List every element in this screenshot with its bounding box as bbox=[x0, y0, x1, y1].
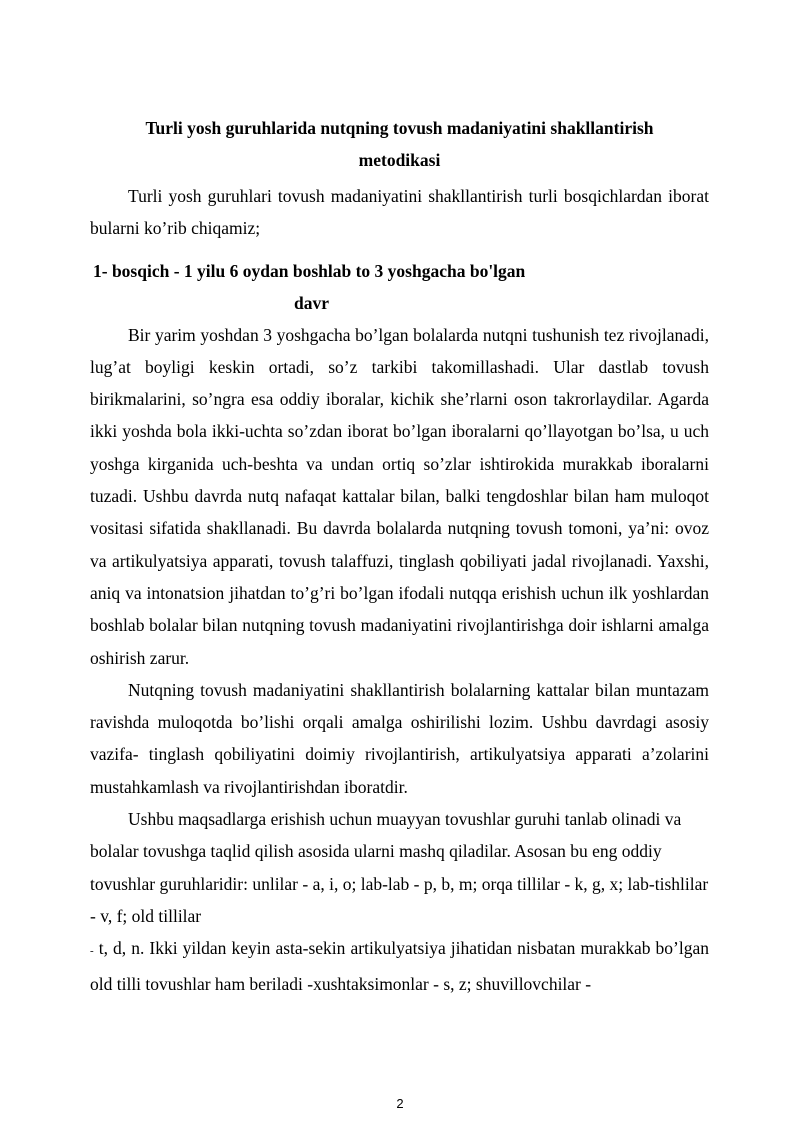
document-body bbox=[90, 112, 709, 1000]
body-paragraph-4-text: t, d, n. Ikki yildan keyin asta-sekin artikulyatsiya jihatidan nisbatan murakkab bo’lgan old tilli tovushlar ham beriladi -xushtaksimonlar - s, z; shuvillovchilar - bbox=[90, 938, 709, 994]
body-paragraph-4 bbox=[90, 932, 709, 1000]
body-paragraph-3: Ushbu maqsadlarga erishish uchun muayyan tovushlar guruhi tanlab olinadi va bolalar tovushga taqlid qilish asosida ularni mashq qiladilar. Asosan bu eng oddiy tovushlar guruhlaridir: unlilar - a, i, o; lab-lab - p, b, m; orqa tillilar - k, g, x; lab-tishlilar - v, f; old tillilar bbox=[90, 809, 709, 926]
body-paragraph-2: Nutqning tovush madaniyatini shakllantirish bolalarning kattalar bilan muntazam ravishda muloqotda bo’lishi orqali amalga oshirilishi lozim. Ushbu davrdagi asosiy vazifa- tinglash qobiliyatini doimiy rivojlantirish, artikulyatsiya apparati a’zolarini mustahkamlash va rivojlantirishdan iboratdir. bbox=[90, 679, 709, 797]
intro-paragraph: Turli yosh guruhlari tovush madaniyatini shakllantirish turli bosqichlardan iborat bularni ko’rib chiqamiz; bbox=[90, 186, 709, 239]
title-line-2: metodikasi bbox=[358, 150, 441, 170]
leading-dash: - bbox=[90, 945, 94, 958]
section-heading-line-1: 1- bosqich - 1 yilu 6 oydan boshlab to 3 yoshgacha bo'lgan bbox=[93, 260, 526, 281]
body-paragraph-1: Bir yarim yoshdan 3 yoshgacha bo’lgan bolalarda nutqni tushunish tez rivojlanadi, lug’at boyligi keskin ortadi, so’z tarkibi takomillashadi. Ular dastlab tovush birikmalarini, so’ngra esa oddiy iboralar, kichik she’rlarni oson takrorlaydilar. Agarda ikki yoshda bola ikki-uchta so’zdan iborat bo’lgan iboralarni qo’llayotgan bo’lsa, u uch yoshga kirganida uch-beshta va undan ortiq so’zlar ishtirokida murakkab iboralarni tuzadi. Ushbu davrda nutq nafaqat kattalar bilan, balki tengdoshlar bilan ham muloqot vositasi sifatida shakllanadi. Bu davrda bolalarda nutqning tovush tomoni, ya’ni: ovoz va artikulyatsiya apparati, tovush talaffuzi, tinglash qobiliyati jadal rivojlanadi. Yaxshi, aniq va intonatsion jihatdan to’g’ri bo’lgan ifodali nutqqa erishish uchun ilk yoshlardan boshlab bolalar bilan nutqning tovush madaniyatini rivojlantirishga doir ishlarni amalga oshirish zarur. bbox=[90, 324, 709, 668]
section-heading bbox=[90, 255, 709, 319]
section-heading-line-2: davr bbox=[294, 292, 329, 313]
page-number: 2 bbox=[396, 1096, 404, 1111]
title-line-1: Turli yosh guruhlarida nutqning tovush madaniyatini shakllantirish bbox=[145, 118, 654, 138]
document-title bbox=[90, 112, 709, 176]
